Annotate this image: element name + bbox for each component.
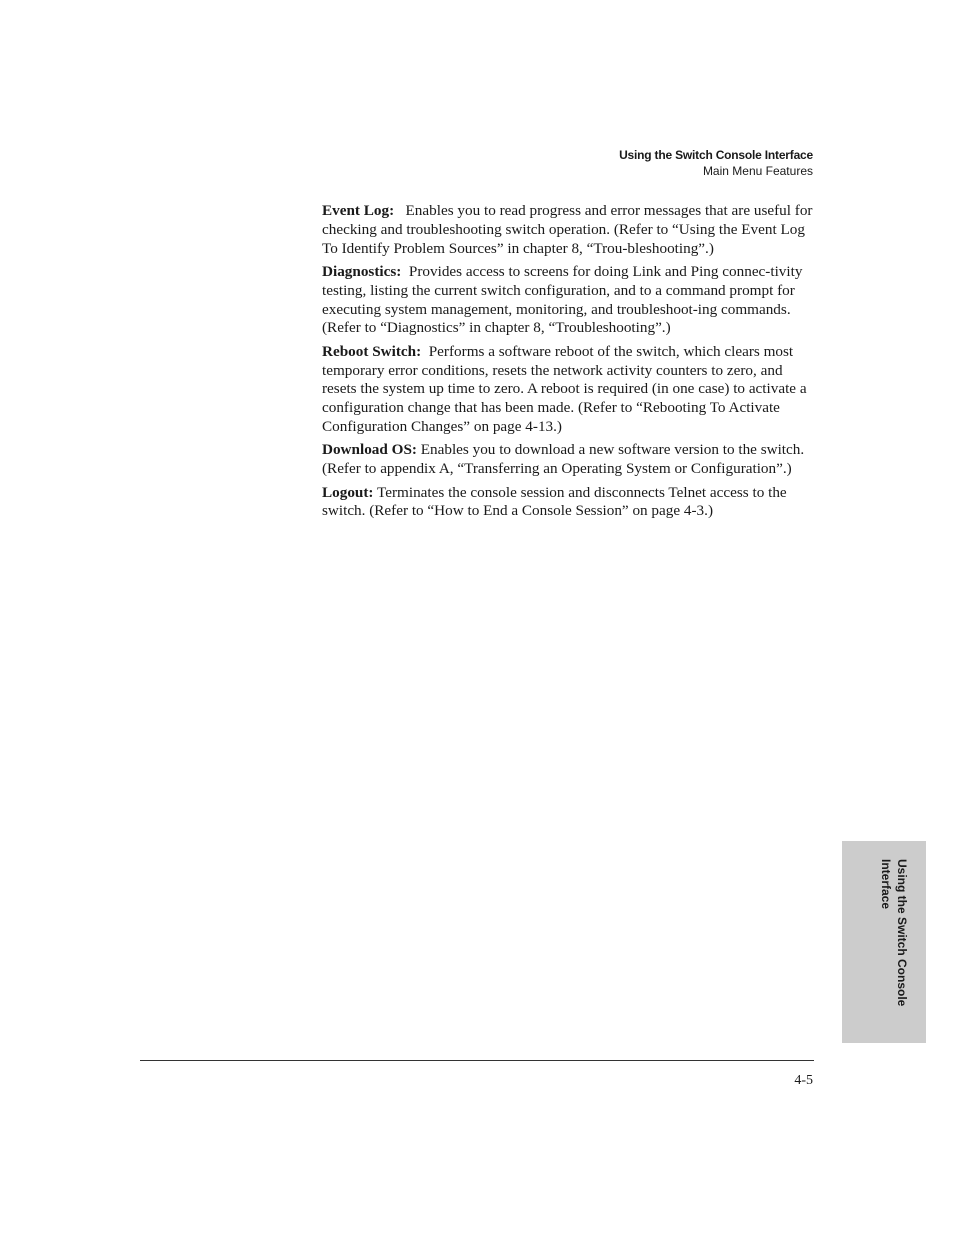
running-header [619, 147, 813, 179]
section-title: Main Menu Features [702, 164, 813, 178]
entry-term: Reboot Switch: [322, 342, 422, 360]
chapter-title: Using the Switch Console Interface [619, 148, 813, 162]
entry-reboot-switch [322, 343, 816, 437]
entry-term: Event Log: [322, 202, 395, 219]
entry-logout [322, 484, 816, 522]
page-number: 4-5 [794, 1073, 813, 1088]
entry-description: Enables you to download a new software version to the switch. (Refer to appendix A, “Transferring an Operating System or Configuration”.) [322, 441, 805, 478]
entry-description: Terminates the console session and disconnects Telnet access to the switch. (Refer to “How to End a Console Session” on page 4-3.) [322, 483, 787, 520]
entry-term: Download OS: [322, 441, 417, 459]
entry-term: Diagnostics: [322, 262, 402, 280]
footer-divider [140, 1060, 814, 1061]
entry-description: Provides access to screens for doing Link and Ping connec-tivity testing, listing the current switch configuration, and to a command prompt for executing system management, monitoring, and troubleshoot-ing commands. (Refer to “Diagnostics” in chapter 8, “Troubleshooting”.) [322, 262, 803, 337]
chapter-side-tab [842, 841, 926, 1043]
entry-download-os [322, 441, 816, 479]
main-menu-feature-list [322, 202, 816, 526]
entry-description: Enables you to read progress and error messages that are useful for checking and troubleshooting switch operation. (Refer to “Using the Event Log To Identify Problem Sources” in chapter 8, “Trou-bleshooting”.) [322, 202, 813, 257]
entry-description: Performs a software reboot of the switch, which clears most temporary error conditions, resets the network activity counters to zero, and resets the system up time to zero. A reboot is required (in one case) to activate a configuration change that has been made. (Refer to “Rebooting To Activate Configuration Changes” on page 4-13.) [322, 342, 807, 435]
side-tab-label: Using the Switch Console Interface [879, 859, 909, 1007]
entry-event-log [322, 202, 816, 258]
entry-term: Logout: [322, 483, 374, 501]
entry-diagnostics [322, 263, 816, 338]
